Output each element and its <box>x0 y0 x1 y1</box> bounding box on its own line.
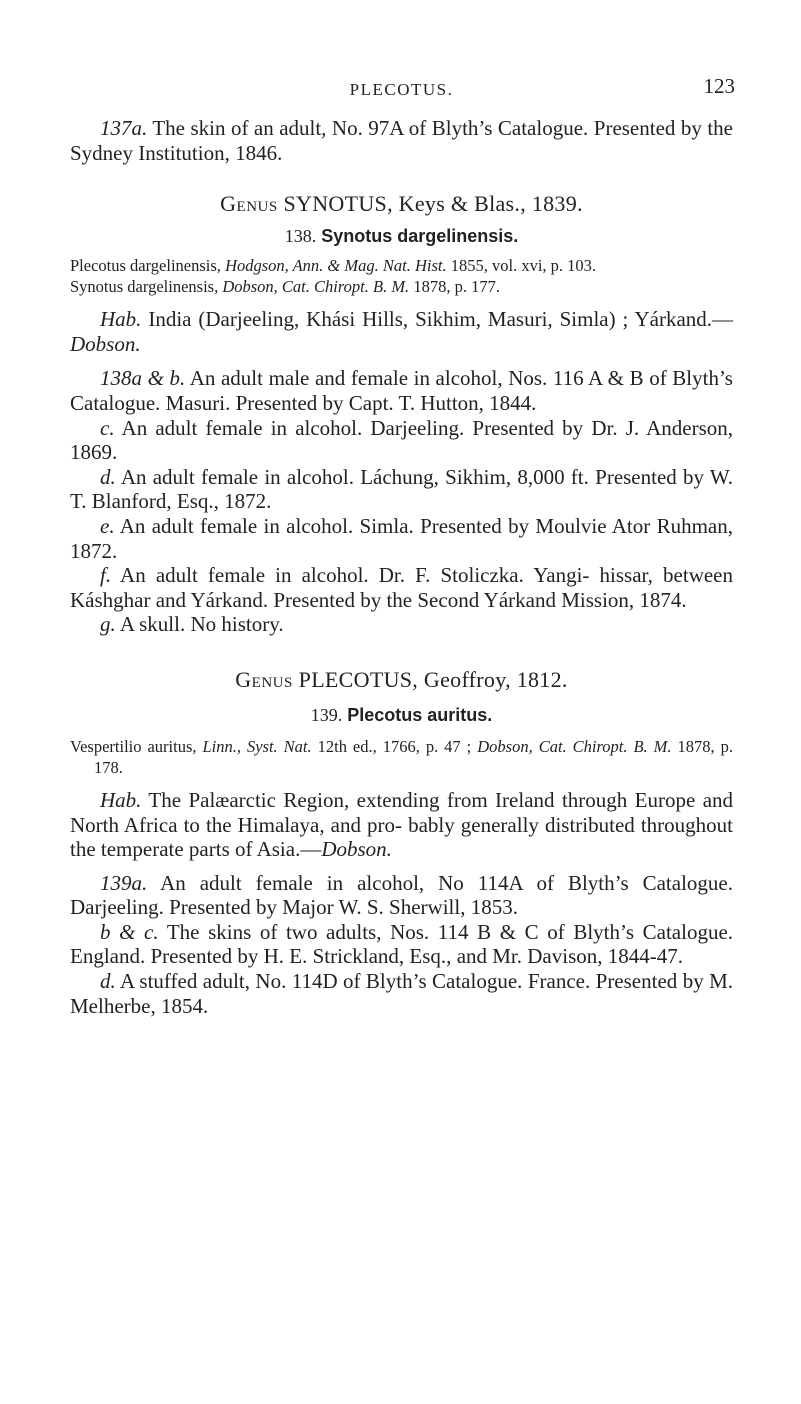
text-run: Catalogue. England. Presented by H. E. Strickland, Esq., <box>70 919 734 969</box>
page-number: 123 <box>703 74 735 98</box>
text-run: India (Darjeeling, Khási Hills, Sikhim, Masuri, <box>141 307 553 332</box>
italic-text: Dobson, <box>477 736 533 756</box>
specimen-entry <box>70 514 733 563</box>
genus-name: PLECOTUS, Geoffroy, 1812. <box>292 666 568 692</box>
italic-text: Hodgson, Ann. & Mag. Nat. Hist. <box>225 256 447 276</box>
italic-text: 137a. <box>100 116 148 140</box>
specimen-entry <box>70 920 733 969</box>
species-number: 138. <box>284 226 317 247</box>
specimen-entry <box>70 563 733 612</box>
italic-text: 138a & b. <box>100 366 186 391</box>
italic-text: d. <box>100 464 116 489</box>
genus-label: Genus <box>220 191 278 217</box>
body-content <box>70 116 733 1018</box>
genus-heading <box>70 191 733 217</box>
specimen-entry <box>70 465 733 514</box>
genus-heading <box>70 667 733 693</box>
text-run: An adult male and female in alcohol, Nos. 116 A <box>185 366 603 391</box>
running-title: PLECOTUS. <box>349 80 454 99</box>
text-run: 1878, p. 178. <box>94 736 733 777</box>
text-run: Presented by W. T. Blanford, Esq., 1872. <box>70 464 734 514</box>
species-name: Plecotus auritus. <box>342 704 493 725</box>
text-run: Presented by the Sydney Institution, 1846. <box>70 116 734 165</box>
italic-text: e. <box>100 513 115 538</box>
running-head <box>70 0 733 100</box>
text-run: Simla) ; Yárkand.— <box>559 307 734 332</box>
species-heading <box>70 705 733 726</box>
italic-text: Dobson. <box>70 331 141 356</box>
italic-text: Cat. Chiropt. B. M. <box>538 736 672 756</box>
italic-text: Dobson, Cat. Chiropt. B. M. <box>222 277 410 297</box>
text-run: 12th ed., 1766, p. 47 ; <box>311 736 478 756</box>
text-run: A skull. No history. <box>115 612 284 637</box>
italic-text: f. <box>100 563 112 588</box>
specimen-entry <box>70 116 733 165</box>
text-run: and Mr. Davison, 1844-47. <box>456 944 684 969</box>
text-run: An adult female in alcohol. Darjeeling. Presented by <box>114 415 584 440</box>
text-run: Second Yárkand Mission, 1874. <box>417 587 687 612</box>
synonym-reference <box>70 255 733 276</box>
specimen-entry <box>70 788 733 862</box>
text-run: Synotus dargelinensis, <box>70 277 223 297</box>
italic-text: b & c. <box>100 919 159 944</box>
text-run: Hutton, 1844. <box>420 390 537 415</box>
specimen-entry <box>70 969 733 1018</box>
text-run: & B of Blyth’s Catalogue. Masuri. Presented by Capt. T. <box>70 366 733 415</box>
italic-text: c. <box>100 415 115 440</box>
text-run: Plecotus dargelinensis, <box>70 256 226 276</box>
genus-label: Genus <box>235 666 293 692</box>
text-run: An adult female in alcohol. Simla. Presented by <box>114 513 530 538</box>
italic-text: Hab. <box>100 787 142 812</box>
italic-text: 139a. <box>100 870 148 895</box>
text-run: The Palæarctic Region, extending from Ireland <box>141 787 555 812</box>
text-run: An adult female in alcohol, No 114A of Blyth’s <box>147 870 629 895</box>
italic-text: Hab. <box>100 307 142 332</box>
text-run: The skins of two adults, Nos. 114 B & C of Blyth’s <box>158 919 635 944</box>
specimen-entry <box>70 871 733 920</box>
text-run: Moulvie Ator Ruhman, 1872. <box>70 513 733 563</box>
text-run: A stuffed adult, No. 114D of Blyth’s Catalogue. <box>115 969 523 994</box>
italic-text: g. <box>100 612 116 637</box>
specimen-entry <box>70 366 733 415</box>
text-run: The skin of an adult, No. 97A of Blyth’s Catalogue. <box>147 116 589 140</box>
text-run: Catalogue. Darjeeling. Presented by Major W. S. Sherwill, <box>70 870 733 920</box>
text-run: through Europe and North Africa to the Himalaya, and pro- <box>70 787 734 837</box>
text-run: bably generally distributed throughout the temperate parts of <box>70 812 734 862</box>
text-run: Dr. J. Anderson, 1869. <box>70 415 733 465</box>
italic-text: Linn., Syst. Nat. <box>202 736 312 756</box>
text-run: 1853. <box>470 895 518 920</box>
text-run: An adult female in alcohol. Láchung, Sikhim, 8,000 ft. <box>115 464 589 489</box>
genus-name: SYNOTUS, Keys & Blas., 1839. <box>277 191 583 217</box>
text-run: 1878, p. 177. <box>409 277 500 297</box>
text-run: p. 103. <box>550 256 597 276</box>
text-run: Asia.— <box>256 837 322 862</box>
synonym-reference <box>70 276 733 297</box>
italic-text: Dobson. <box>321 837 392 862</box>
italic-text: d. <box>100 969 116 994</box>
text-run: 1855, vol. xvi, <box>446 256 547 276</box>
species-name: Synotus dargelinensis. <box>316 226 519 247</box>
species-heading <box>70 226 733 247</box>
text-run: France. Presented by M. Melherbe, 1854. <box>70 969 734 1018</box>
text-run: An adult female in alcohol. Dr. F. Stoliczka. Yangi- <box>111 563 590 588</box>
specimen-entry <box>70 416 733 465</box>
specimen-entry <box>70 307 733 356</box>
specimen-entry <box>70 612 733 637</box>
text-run: Vespertilio auritus, <box>70 736 203 756</box>
text-run: hissar, between Káshghar and Yárkand. Presented by the <box>70 563 734 612</box>
synonym-reference <box>70 736 733 778</box>
species-number: 139. <box>310 704 343 725</box>
